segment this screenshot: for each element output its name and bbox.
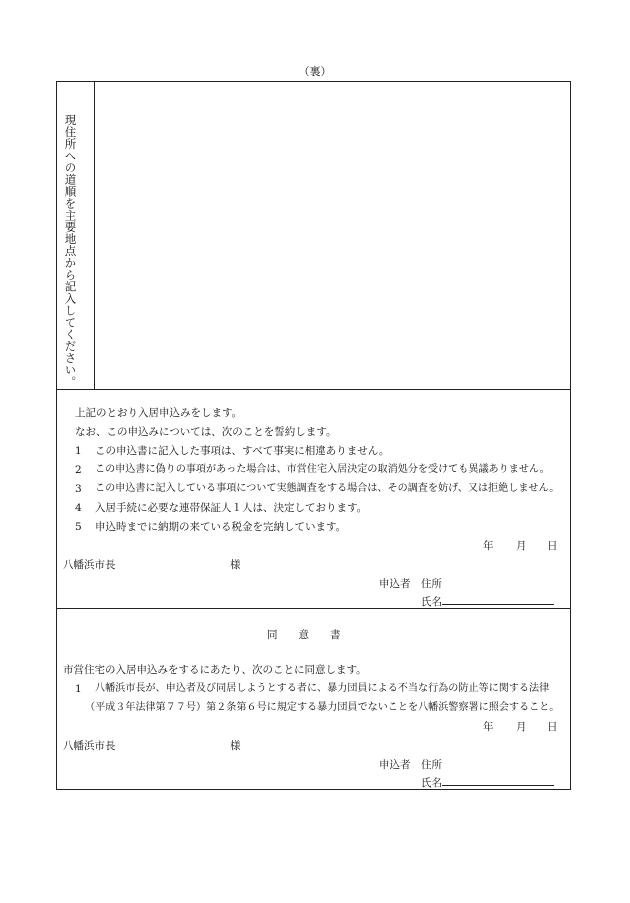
page-label: （裏） [298,65,332,78]
pledge-item-text: 入居手続に必要な連帯保証人１人は、決定しております。 [95,502,368,514]
pledge-item-number: 5 [75,521,82,533]
pledge-item-text: この申込書に偽りの事項があった場合は、市営住宅入居決定の取消処分を受けても異議ありません。 [95,464,550,475]
applicant-label: 申込者 [379,578,411,590]
pledge-intro: なお、この申込みについては、次のことを誓約します。 [75,426,337,438]
pledge-item-text: この申込書に記入している事項について実態調査をする場合は、その調査を妨げ、又は拒絶しません。 [95,483,560,494]
date-day-label: 日 [547,540,558,552]
date-month-label: 月 [516,721,527,733]
route-map-area[interactable] [95,82,570,389]
honorific: 様 [230,559,241,571]
route-label: 現住所への道順を主要地点から記入してください。 [63,114,78,388]
consent-section [57,609,570,789]
name-field[interactable] [421,776,554,789]
application-section [57,390,570,609]
addressee: 八幡浜市長 [63,559,116,571]
date-month-label: 月 [516,540,527,552]
consent-item-line-1: 八幡浜市長が、申込者及び同居しようとする者に、暴力団員による不当な行為の防止等に関する法律 [95,683,550,694]
pledge-item-number: 4 [75,502,82,514]
consent-item-line-2: （平成３年法律第７７号）第２条第６号に規定する暴力団員でないことを八幡浜警察署に照会すること。 [85,702,560,713]
honorific: 様 [230,740,241,752]
pledge-item-text: この申込書に記入した事項は、すべて事実に相違ありません。 [95,445,390,457]
address-label: 住所 [421,578,442,590]
pledge-item-number: 3 [75,483,82,495]
consent-item-number: 1 [75,683,82,695]
consent-title: 同 意 書 [267,629,341,641]
date-year-label: 年 [483,540,494,552]
addressee: 八幡浜市長 [63,740,116,752]
form-frame [56,81,571,790]
pledge-item-number: 2 [75,464,82,476]
applicant-label: 申込者 [379,759,411,771]
route-section [57,82,570,390]
application-intro: 上記のとおり入居申込みをします。 [75,407,243,419]
route-label-cell [57,82,95,389]
name-label: 氏名 [421,777,442,789]
name-blank[interactable] [442,776,554,786]
pledge-item-text: 申込時までに納期の来ている税金を完納しています。 [95,521,347,533]
name-label: 氏名 [421,596,442,608]
name-blank[interactable] [442,595,554,605]
consent-intro: 市営住宅の入居申込みをするにあたり、次のことに同意します。 [63,664,367,676]
date-year-label: 年 [483,721,494,733]
name-field[interactable] [421,595,554,608]
address-label: 住所 [421,759,442,771]
pledge-item-number: 1 [75,445,82,457]
date-day-label: 日 [547,721,558,733]
